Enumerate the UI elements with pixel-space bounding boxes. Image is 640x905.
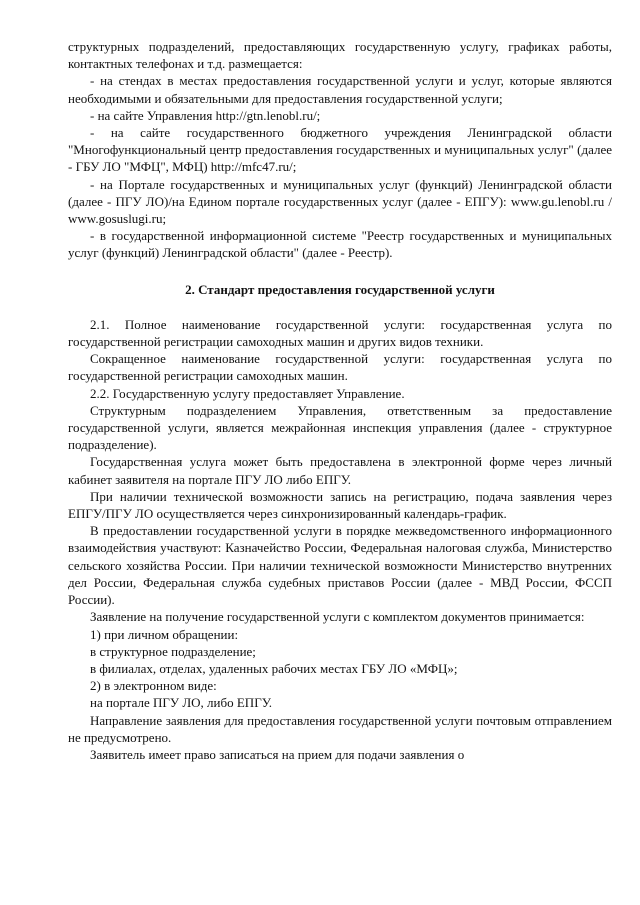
list-item: - на сайте Управления http://gtn.lenobl.ru/;	[90, 107, 321, 123]
paragraph: При наличии технической возможности запись на регистрацию, подача заявления через ЕПГУ/ПГУ ЛО осуществляется через синхронизированный календарь-график.	[68, 488, 612, 522]
list-item: 2) в электронном виде:	[90, 678, 217, 694]
list-item: - на сайте государственного бюджетного учреждения Ленинградской области "Многофункциональный центр предоставления государственных и муниципальных услуг" (далее - ГБУ ЛО "МФЦ", МФЦ) http://mfc47.ru/;	[68, 125, 612, 175]
paragraph: 2.1. Полное наименование государственной услуги: государственная услуга по государственной регистрации самоходных машин и других видов техники.	[68, 316, 612, 350]
paragraph: Заявитель имеет право записаться на прием для подачи заявления о	[90, 746, 465, 762]
list-item: в структурное подразделение;	[90, 643, 256, 659]
paragraph: Сокращенное наименование государственной услуги: государственная услуга по государственной регистрации самоходных машин.	[68, 351, 612, 384]
paragraph: Структурным подразделением Управления, ответственным за предоставление государственной услуги, является межрайонная инспекция управления (далее - структурное подразделение).	[68, 402, 612, 453]
paragraph: Заявление на получение государственной услуги с комплектом документов принимается:	[90, 609, 585, 625]
list-item: - в государственной информационной системе "Реестр государственных и муниципальных услуг (функций) Ленинградской области" (далее - Реестр).	[68, 228, 612, 261]
paragraph: 2.2. Государственную услугу предоставляет Управление.	[90, 385, 405, 401]
list-item: - на стендах в местах предоставления государственной услуги и услуг, которые являются необходимыми и обязательными для предоставления государственной услуги;	[68, 73, 612, 106]
document-body	[68, 38, 612, 763]
paragraph: В предоставлении государственной услуги в порядке межведомственного информационного взаимодействия участвуют: Казначейство России, Федеральная налоговая служба, Министерство сельского хозяйства России. При наличии технической возможности Министерство внутренних дел России, Федеральная служба судебных приставов России (далее - МВД России, ФССП России).	[68, 523, 612, 608]
paragraph: Государственная услуга может быть предоставлена в электронной форме через личный кабинет заявителя на портале ПГУ ЛО либо ЕПГУ.	[68, 454, 612, 487]
section-title: 2. Стандарт предоставления государственной услуги	[185, 281, 495, 297]
list-item: в филиалах, отделах, удаленных рабочих местах ГБУ ЛО «МФЦ»;	[90, 660, 458, 676]
paragraph: Направление заявления для предоставления государственной услуги почтовым отправлением не предусмотрено.	[68, 712, 612, 745]
paragraph: структурных подразделений, предоставляющих государственную услугу, графиках работы, контактных телефонах и т.д. размещается:	[68, 39, 612, 72]
list-item: на портале ПГУ ЛО, либо ЕПГУ.	[90, 695, 273, 711]
list-item: 1) при личном обращении:	[90, 626, 239, 642]
list-item: - на Портале государственных и муниципальных услуг (функций) Ленинградской области (далее - ПГУ ЛО)/на Едином портале государственных услуг (далее - ЕПГУ): www.gu.lenobl.ru / www.gosuslugi.ru;	[68, 176, 612, 227]
